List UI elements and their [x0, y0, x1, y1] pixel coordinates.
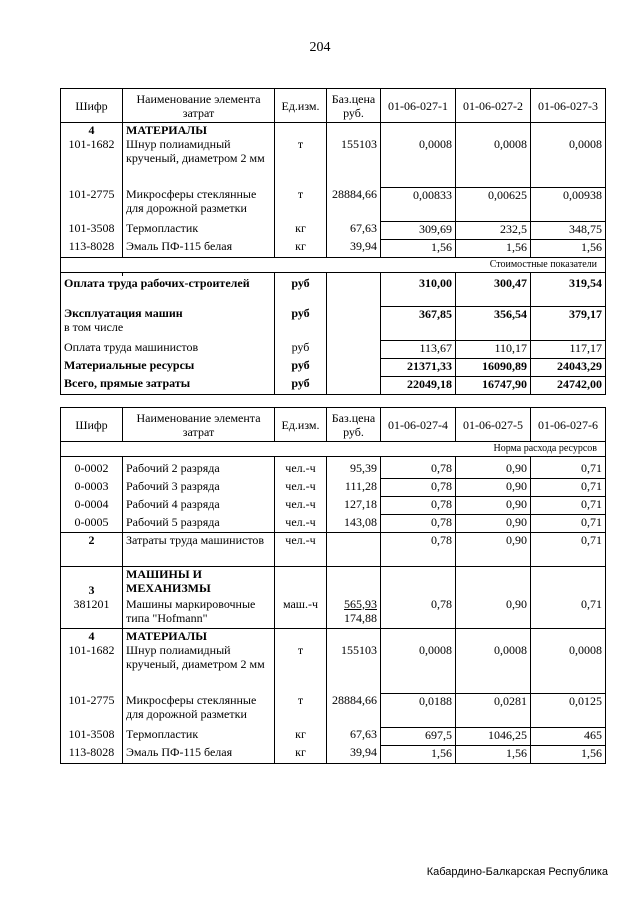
cost-value-1: 310,00 [381, 276, 456, 306]
row-value-2: 0,0008 [456, 137, 531, 187]
row-name: Термопластик [123, 221, 275, 239]
row-value-1: 1,56 [381, 239, 456, 257]
row-value-3: 0,71 [531, 497, 606, 515]
header-col-3: 01-06-027-3 [531, 89, 606, 123]
cost-name [61, 306, 275, 340]
row-code: 2 [61, 533, 123, 567]
price-primary: 565,93 [344, 596, 377, 611]
row-value-1: 0,0008 [381, 643, 456, 693]
header-code: Шифр [61, 89, 123, 123]
empty-cell [456, 567, 531, 597]
row-value-3: 0,71 [531, 515, 606, 533]
row-value-2: 0,0008 [456, 643, 531, 693]
row-value-3: 465 [531, 727, 606, 745]
row-value-3: 1,56 [531, 239, 606, 257]
cost-row [61, 376, 606, 394]
cost-value-3: 24742,00 [531, 376, 606, 394]
header-price: Баз.цена руб. [327, 89, 381, 123]
row-value-3: 0,71 [531, 597, 606, 629]
row-unit: т [275, 693, 327, 727]
table-row [61, 239, 606, 257]
page-number: 204 [309, 40, 331, 55]
section-name: МАШИНЫ И МЕХАНИЗМЫ [123, 567, 275, 597]
empty-cell [381, 567, 456, 597]
cost-value-2: 110,17 [456, 340, 531, 358]
cost-value-2: 300,47 [456, 276, 531, 306]
row-value-1: 0,78 [381, 533, 456, 567]
row-value-2: 1,56 [456, 239, 531, 257]
row-code: 0-0004 [61, 497, 123, 515]
row-price: 111,28 [327, 479, 381, 497]
empty-cell [327, 533, 381, 567]
cost-unit: руб [275, 276, 327, 306]
row-unit: т [275, 187, 327, 221]
cost-name [61, 276, 275, 306]
row-value-1: 309,69 [381, 221, 456, 239]
row-unit: кг [275, 727, 327, 745]
header-name: Наименование элемента затрат [123, 89, 275, 123]
row-code: 101-2775 [61, 187, 123, 221]
section-row [61, 629, 606, 644]
row-unit: чел.-ч [275, 515, 327, 533]
header-col-2: 01-06-027-2 [456, 89, 531, 123]
row-code: 101-2775 [61, 693, 123, 727]
row-value-1: 0,78 [381, 597, 456, 629]
row-value-3: 0,71 [531, 461, 606, 479]
row-unit: т [275, 137, 327, 187]
cost-value-2: 16090,89 [456, 358, 531, 376]
table-row [61, 479, 606, 497]
cost-name-text: Эксплуатация машин [64, 306, 183, 320]
cost-name-text: Всего, прямые затраты [64, 376, 191, 390]
row-name: Шнур полиамидный крученый, диаметром 2 мм [123, 137, 275, 187]
row-name: Термопластик [123, 727, 275, 745]
cost-row [61, 276, 606, 306]
row-unit: маш.-ч [275, 597, 327, 629]
header-price: Баз.цена руб. [327, 408, 381, 442]
empty-cell [275, 629, 327, 644]
row-value-2: 0,90 [456, 597, 531, 629]
row-value-2: 1,56 [456, 745, 531, 763]
cost-row [61, 340, 606, 358]
row-price: 155103 [327, 643, 381, 693]
cost-unit: руб [275, 358, 327, 376]
row-value-1: 0,0008 [381, 137, 456, 187]
cost-row [61, 358, 606, 376]
empty-cell [275, 123, 327, 138]
row-price: 28884,66 [327, 187, 381, 221]
cost-value-2: 356,54 [456, 306, 531, 340]
row-value-3: 1,56 [531, 745, 606, 763]
row-name: Машины маркировочные типа "Hofmann" [123, 597, 275, 629]
table-row [61, 137, 606, 187]
cost-name [61, 358, 275, 376]
row-value-1: 1,56 [381, 745, 456, 763]
row-value-2: 0,90 [456, 497, 531, 515]
row-name: Шнур полиамидный крученый, диаметром 2 мм [123, 643, 275, 693]
row-unit: т [275, 643, 327, 693]
table-row [61, 187, 606, 221]
row-value-2: 0,90 [456, 461, 531, 479]
empty-cell [327, 340, 381, 358]
section-row [61, 567, 606, 597]
row-value-3: 0,0008 [531, 643, 606, 693]
cost-name-subtext: в том числе [64, 320, 124, 334]
norm-section-header: Норма расхода ресурсов [61, 442, 606, 457]
row-value-1: 0,78 [381, 497, 456, 515]
row-price: 95,39 [327, 461, 381, 479]
section-code: 4 [61, 123, 123, 138]
row-value-2: 1046,25 [456, 727, 531, 745]
cost-value-3: 379,17 [531, 306, 606, 340]
section-row [61, 123, 606, 138]
empty-cell [327, 123, 381, 138]
empty-cell [381, 629, 456, 644]
row-price: 127,18 [327, 497, 381, 515]
empty-cell [456, 123, 531, 138]
header-unit: Ед.изм. [275, 89, 327, 123]
table-row [61, 727, 606, 745]
cost-name-text: Оплата труда машинистов [64, 340, 199, 354]
header-code: Шифр [61, 408, 123, 442]
empty-cell [381, 123, 456, 138]
row-value-1: 0,00833 [381, 187, 456, 221]
cost-value-2: 16747,90 [456, 376, 531, 394]
row-unit: кг [275, 745, 327, 763]
cost-name [61, 376, 275, 394]
row-name: Эмаль ПФ-115 белая [123, 239, 275, 257]
row-unit: кг [275, 221, 327, 239]
row-unit: чел.-ч [275, 479, 327, 497]
row-value-3: 0,71 [531, 479, 606, 497]
cost-value-3: 319,54 [531, 276, 606, 306]
row-value-2: 0,90 [456, 533, 531, 567]
row-value-2: 0,90 [456, 479, 531, 497]
row-value-1: 697,5 [381, 727, 456, 745]
empty-cell [456, 629, 531, 644]
row-name: Эмаль ПФ-115 белая [123, 745, 275, 763]
cost-value-1: 367,85 [381, 306, 456, 340]
header-name: Наименование элемента затрат [123, 408, 275, 442]
header-col-6: 01-06-027-6 [531, 408, 606, 442]
header-col-1: 01-06-027-1 [381, 89, 456, 123]
empty-cell [531, 123, 606, 138]
row-name: Рабочий 4 разряда [123, 497, 275, 515]
cost-value-3: 24043,29 [531, 358, 606, 376]
row-code: 101-1682 [61, 643, 123, 693]
empty-cell [327, 629, 381, 644]
row-unit: чел.-ч [275, 461, 327, 479]
row-price: 143,08 [327, 515, 381, 533]
page-footer: Кабардино-Балкарская Республика [426, 866, 608, 878]
cost-value-3: 117,17 [531, 340, 606, 358]
cost-value-1: 113,67 [381, 340, 456, 358]
section-code: 3 [61, 567, 123, 597]
empty-cell [327, 306, 381, 340]
resource-table-1 [60, 88, 606, 395]
row-code: 113-8028 [61, 239, 123, 257]
empty-cell [327, 358, 381, 376]
row-unit: чел.-ч [275, 533, 327, 567]
row-name: Рабочий 2 разряда [123, 461, 275, 479]
cost-unit: руб [275, 340, 327, 358]
row-price: 28884,66 [327, 693, 381, 727]
row-price: 67,63 [327, 221, 381, 239]
cost-value-1: 22049,18 [381, 376, 456, 394]
row-name: Микросферы стеклянные для дорожной разметки [123, 187, 275, 221]
cost-row [61, 306, 606, 340]
row-value-1: 0,78 [381, 515, 456, 533]
table-row [61, 515, 606, 533]
table-row [61, 497, 606, 515]
table-row [61, 745, 606, 763]
table-row [61, 461, 606, 479]
table-row [61, 597, 606, 629]
table-row [61, 643, 606, 693]
cost-value-1: 21371,33 [381, 358, 456, 376]
row-name: Рабочий 3 разряда [123, 479, 275, 497]
section-name: МАТЕРИАЛЫ [123, 629, 275, 644]
table-row [61, 533, 606, 567]
cost-section-header: Стоимостные показатели [61, 257, 606, 272]
row-value-2: 0,00625 [456, 187, 531, 221]
price-secondary: 174,88 [344, 610, 377, 625]
resource-table-2 [60, 407, 606, 764]
row-value-1: 0,0188 [381, 693, 456, 727]
cost-name-text: Материальные ресурсы [64, 358, 195, 372]
section-code: 4 [61, 629, 123, 644]
empty-cell [275, 567, 327, 597]
empty-cell [531, 567, 606, 597]
row-price: 67,63 [327, 727, 381, 745]
section-header-row [61, 442, 606, 457]
row-code: 101-3508 [61, 221, 123, 239]
row-name: Микросферы стеклянные для дорожной разметки [123, 693, 275, 727]
row-value-1: 0,78 [381, 461, 456, 479]
row-code: 101-1682 [61, 137, 123, 187]
row-value-3: 0,0008 [531, 137, 606, 187]
row-price: 155103 [327, 137, 381, 187]
row-value-2: 232,5 [456, 221, 531, 239]
header-col-5: 01-06-027-5 [456, 408, 531, 442]
row-name: Затраты труда машинистов [123, 533, 275, 567]
table-header-row [61, 408, 606, 442]
row-name: Рабочий 5 разряда [123, 515, 275, 533]
row-value-3: 348,75 [531, 221, 606, 239]
row-code: 0-0005 [61, 515, 123, 533]
cost-unit: руб [275, 376, 327, 394]
row-code: 0-0003 [61, 479, 123, 497]
row-code: 113-8028 [61, 745, 123, 763]
row-price [327, 597, 381, 629]
empty-cell [531, 629, 606, 644]
empty-cell [327, 376, 381, 394]
row-price: 39,94 [327, 239, 381, 257]
row-value-3: 0,00938 [531, 187, 606, 221]
row-code: 0-0002 [61, 461, 123, 479]
table-row [61, 221, 606, 239]
header-col-4: 01-06-027-4 [381, 408, 456, 442]
row-unit: кг [275, 239, 327, 257]
row-unit: чел.-ч [275, 497, 327, 515]
empty-cell [327, 567, 381, 597]
row-value-1: 0,78 [381, 479, 456, 497]
cost-name [61, 340, 275, 358]
row-price: 39,94 [327, 745, 381, 763]
row-value-2: 0,90 [456, 515, 531, 533]
empty-cell [327, 276, 381, 306]
section-header-row [61, 257, 606, 272]
cost-name-text: Оплата труда рабочих-строителей [64, 276, 250, 290]
row-value-3: 0,71 [531, 533, 606, 567]
row-code: 381201 [61, 597, 123, 629]
row-value-3: 0,0125 [531, 693, 606, 727]
cost-unit: руб [275, 306, 327, 340]
row-value-2: 0,0281 [456, 693, 531, 727]
header-unit: Ед.изм. [275, 408, 327, 442]
section-name: МАТЕРИАЛЫ [123, 123, 275, 138]
table-header-row [61, 89, 606, 123]
row-code: 101-3508 [61, 727, 123, 745]
table-row [61, 693, 606, 727]
